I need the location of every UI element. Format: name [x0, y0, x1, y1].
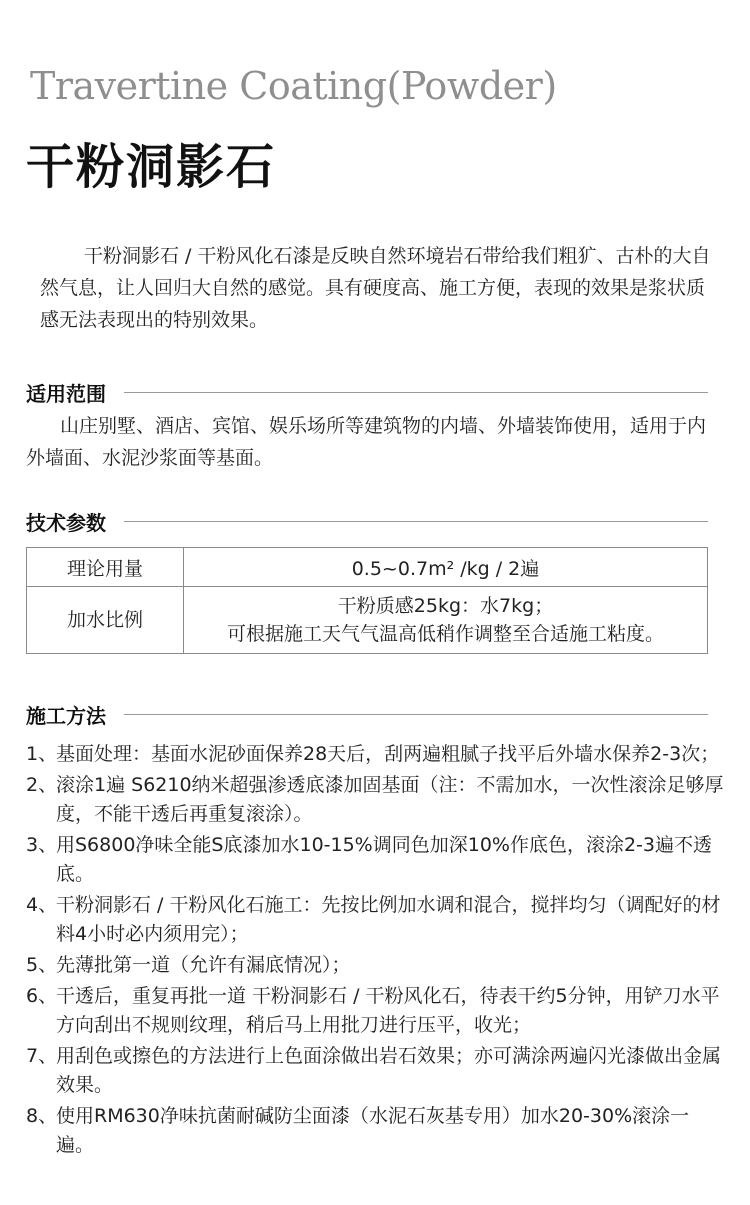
step-number: 6、	[26, 985, 58, 1007]
step-number: 5、	[26, 954, 58, 976]
step-number: 7、	[26, 1045, 58, 1067]
list-item	[26, 951, 726, 980]
method-section-header	[26, 699, 708, 729]
step-text: 使用RM630净味抗菌耐碱防尘面漆（水泥石灰基专用）加水20-30%滚涂一遍。	[56, 1105, 690, 1156]
param-value-line: 0.5~0.7m² /kg / 2遍	[351, 557, 540, 580]
list-item	[26, 982, 726, 1040]
list-item	[26, 771, 726, 829]
step-number: 8、	[26, 1105, 58, 1127]
param-value-line: 可根据施工天气气温高低稍作调整至合适施工粘度。	[226, 623, 664, 645]
step-text: 干透后，重复再批一道 干粉洞影石 / 干粉风化石，待表干约5分钟，用铲刀水平方向刮出不规则纹理，稍后马上用批刀进行压平，收光；	[56, 985, 720, 1036]
step-text: 用刮色或擦色的方法进行上色面涂做出岩石效果；亦可满涂两遍闪光漆做出金属效果。	[56, 1045, 722, 1096]
intro-paragraph: 干粉洞影石 / 干粉风化石漆是反映自然环境岩石带给我们粗犷、古朴的大自然气息，让人回归大自然的感觉。具有硬度高、施工方便，表现的效果是浆状质感无法表现出的特别效果。	[40, 245, 711, 331]
title-english: Travertine Coating(Powder)	[30, 64, 557, 108]
param-value-line: 干粉质感25kg：水7kg；	[337, 595, 554, 617]
step-number: 1、	[26, 743, 58, 765]
usage-heading: 适用范围	[26, 381, 106, 406]
step-number: 4、	[26, 894, 58, 916]
param-key: 理论用量	[27, 548, 184, 587]
param-value	[184, 548, 708, 587]
step-text: 干粉洞影石 / 干粉风化石施工：先按比例加水调和混合，搅拌均匀（调配好的材料4小时必内须用完）；	[56, 894, 721, 945]
usage-section-header	[26, 377, 708, 407]
list-item	[26, 1042, 726, 1100]
params-heading: 技术参数	[26, 510, 106, 535]
method-heading: 施工方法	[26, 703, 106, 728]
list-item	[26, 1102, 726, 1160]
usage-paragraph: 山庄别墅、酒店、宾馆、娱乐场所等建筑物的内墙、外墙装饰使用，适用于内外墙面、水泥沙浆面等基面。	[26, 415, 707, 469]
list-item	[26, 740, 726, 769]
step-number: 3、	[26, 834, 58, 856]
method-divider	[124, 714, 708, 715]
step-text: 先薄批第一道（允许有漏底情况）；	[56, 954, 351, 976]
title-chinese: 干粉洞影石	[26, 139, 277, 195]
step-number: 2、	[26, 774, 58, 796]
step-text: 用S6800净味全能S底漆加水10-15%调同色加深10%作底色，滚涂2-3遍不透底。	[56, 834, 713, 885]
list-item	[26, 891, 726, 949]
params-section-header	[26, 506, 708, 536]
usage-divider	[124, 392, 708, 393]
method-steps-list	[26, 740, 726, 1162]
step-text: 滚涂1遍 S6210纳米超强渗透底漆加固基面（注：不需加水，一次性滚涂足够厚度，不能干透后再重复滚涂）。	[56, 774, 724, 825]
step-text: 基面处理：基面水泥砂面保养28天后，刮两遍粗腻子找平后外墙水保养2-3次；	[56, 743, 720, 765]
params-table	[26, 547, 708, 654]
table-row	[27, 587, 708, 654]
param-key: 加水比例	[27, 587, 184, 654]
param-value	[184, 587, 708, 654]
table-row	[27, 548, 708, 587]
params-divider	[124, 521, 708, 522]
list-item	[26, 831, 726, 889]
